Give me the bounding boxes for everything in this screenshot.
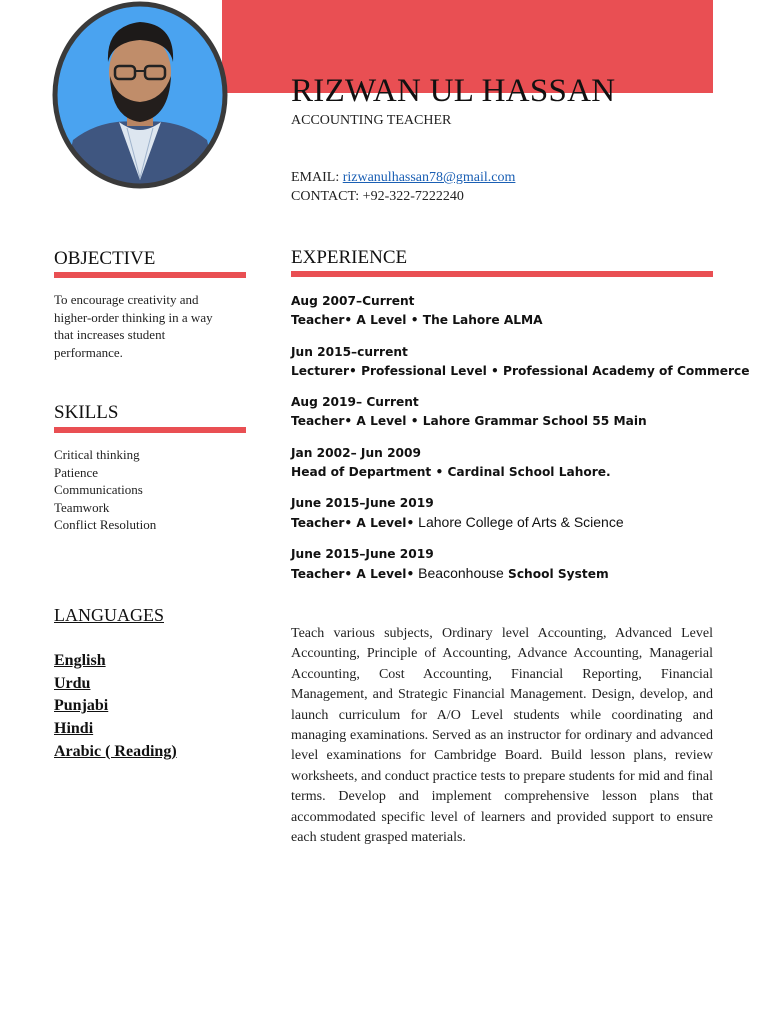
candidate-name: RIZWAN UL HASSAN <box>291 73 616 109</box>
experience-role <box>291 513 624 533</box>
languages-list <box>54 650 177 764</box>
experience-entry <box>291 545 609 584</box>
job-title: ACCOUNTING TEACHER <box>291 113 452 128</box>
experience-role-bold-suffix: School System <box>503 567 609 581</box>
skill-item: Critical thinking <box>54 447 140 462</box>
experience-role <box>291 564 609 584</box>
objective-heading: OBJECTIVE <box>54 248 156 269</box>
language-item: Hindi <box>54 720 94 738</box>
email-line <box>291 170 515 186</box>
skills-list <box>54 446 156 534</box>
experience-entry <box>291 343 749 381</box>
experience-heading: EXPERIENCE <box>291 247 408 268</box>
language-item: English <box>54 652 106 669</box>
email-link[interactable]: rizwanulhassan78@gmail.com <box>342 170 516 185</box>
profile-photo <box>51 0 229 190</box>
experience-dates: Jun 2015–current <box>291 345 408 359</box>
experience-role: Lecturer• Professional Level • Professional Academy of Commerce <box>291 364 750 378</box>
experience-entry <box>291 292 543 330</box>
experience-role: Teacher• A Level • The Lahore ALMA <box>291 313 543 327</box>
experience-dates: June 2015–June 2019 <box>291 496 434 510</box>
language-item: Punjabi <box>54 697 109 715</box>
experience-rule <box>291 271 713 277</box>
skill-item: Communications <box>54 482 143 498</box>
experience-dates: Aug 2007–Current <box>291 294 415 308</box>
language-item: Arabic ( Reading) <box>54 742 177 760</box>
experience-role: Head of Department • Cardinal School Lahore. <box>291 465 611 479</box>
experience-role-plain: Beaconhouse <box>414 565 504 581</box>
contact-line: CONTACT: +92-322-7222240 <box>291 189 464 204</box>
experience-dates: Aug 2019– Current <box>291 395 419 409</box>
objective-text: To encourage creativity and higher-order thinking in a way that increases student performance. <box>54 292 213 360</box>
experience-role-bold: Teacher• A Level• <box>291 567 415 581</box>
skill-item: Conflict Resolution <box>54 517 157 533</box>
email-label: EMAIL: <box>291 170 340 185</box>
experience-summary: Teach various subjects, Ordinary level Accounting, Advanced Level Accounting, Principle of Accounting, Advance Accounting, Managerial Accounting, Cost Accounting, Financial Reporting, Financial Management, and Strategic Financial Management. Design, develop, and launch curriculum for A/O Level students while coordinating and managing examinations. Served as an instructor for ordinary and advanced level examinations for Cambridge Board. Build lesson plans, review worksheets, and conduct practice tests to prepare students for mid and final terms. Develop and implement comprehensive lesson plans that accommodated specific level of learners and provided support to ensure each student grasped materials. <box>291 626 713 846</box>
language-item: Urdu <box>54 674 91 692</box>
experience-entry <box>291 393 647 431</box>
skill-item: Patience <box>54 464 99 480</box>
objective-rule <box>54 272 246 278</box>
languages-heading: LANGUAGES <box>54 605 164 625</box>
skills-heading: SKILLS <box>54 402 119 423</box>
experience-dates: Jan 2002– Jun 2009 <box>291 446 421 460</box>
experience-role: Teacher• A Level • Lahore Grammar School 55 Main <box>291 414 647 428</box>
experience-role-bold: Teacher• A Level• <box>291 516 415 530</box>
experience-entry <box>291 444 611 482</box>
experience-dates: June 2015–June 2019 <box>291 547 434 561</box>
experience-role-plain: Lahore College of Arts & Science <box>414 514 624 530</box>
experience-entry <box>291 494 624 533</box>
skills-rule <box>54 427 246 433</box>
skill-item: Teamwork <box>54 499 110 515</box>
